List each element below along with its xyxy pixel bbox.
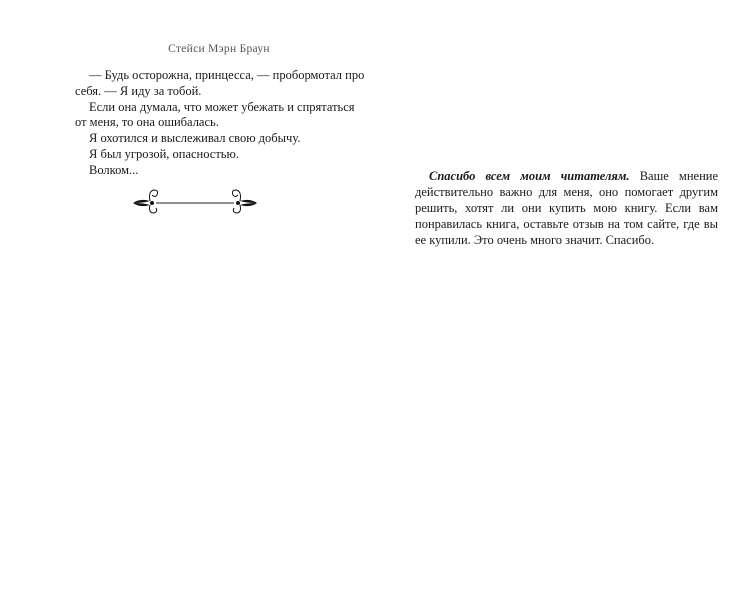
thanks-body: Ваше мнение действительно важно для меня, оно помогает другим решить, хотят ли они купить мою книгу. Если вам понравилась книга, оставьте отзыв на том сайте, где вы ее купили. Это очень много значит. Спасибо. (415, 169, 718, 247)
paragraph-1: — Будь осторожна, принцесса, — пробормотал про себя. — Я иду за тобой. (75, 68, 365, 98)
flourish-divider-icon (130, 186, 260, 216)
thanks-paragraph (415, 168, 718, 248)
right-page (375, 0, 750, 605)
thanks-lead: Спасибо всем моим читателям. (429, 169, 630, 183)
paragraph-4: Я был угрозой, опасностью. (89, 146, 239, 161)
paragraph-2: Если она думала, что может убежать и спрятаться от меня, то она ошибалась. (75, 99, 355, 130)
running-head-author: Стейси Мэрн Браун (168, 43, 270, 55)
paragraph-3: Я охотился и выслеживал свою добычу. (89, 131, 301, 146)
reader-thanks-note (415, 168, 718, 248)
chapter-ending-text (75, 68, 365, 179)
paragraph-5: Волком... (89, 162, 139, 177)
